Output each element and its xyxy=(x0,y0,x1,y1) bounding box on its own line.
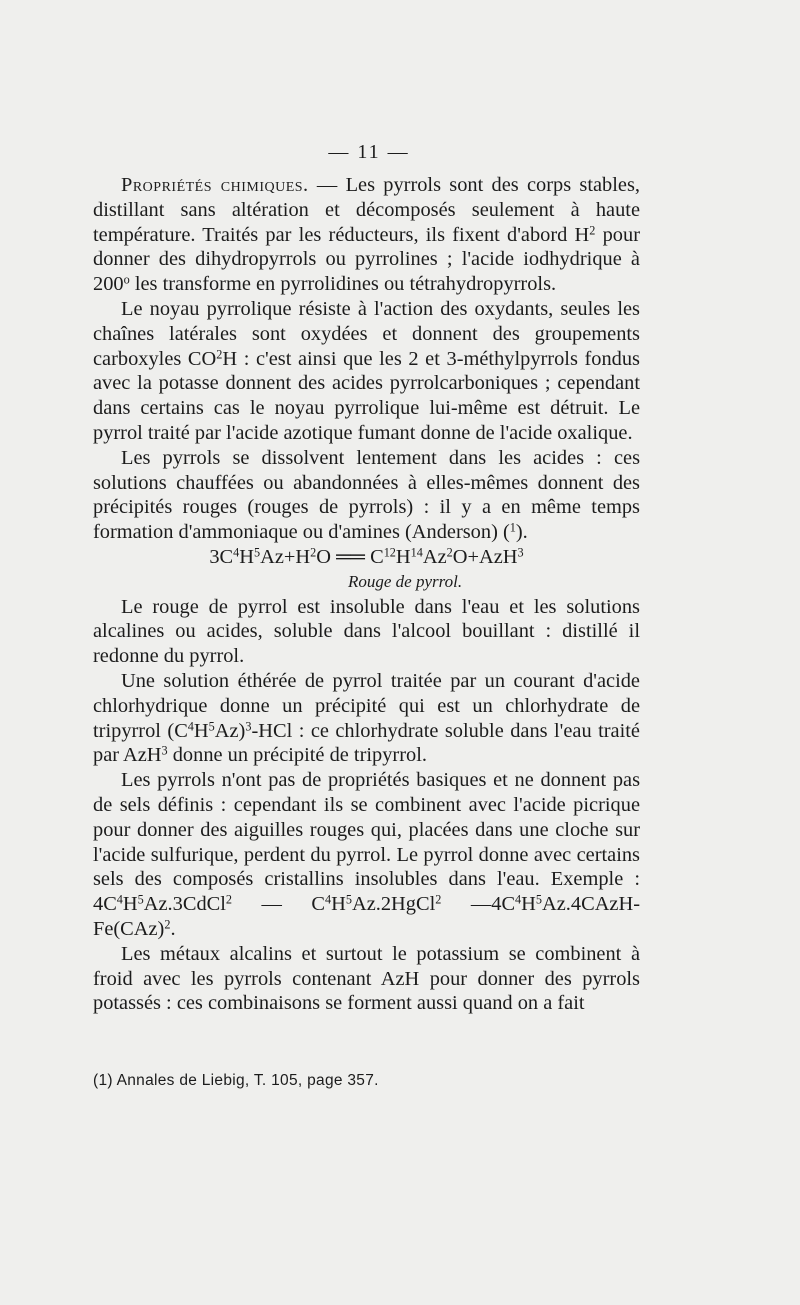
body-text xyxy=(93,173,640,1016)
page-number: — 11 — xyxy=(328,141,410,163)
paragraph-7: Les métaux alcalins et surtout le potassium se combinent à froid avec les pyrrols contenant AzH pour donner des pyrrols potassés : ces combinaisons se forment aussi quand on a fait xyxy=(93,942,640,1015)
paragraph-6: Les pyrrols n'ont pas de propriétés basiques et ne donnent pas de sels définis : cependant ils se combinent avec l'acide picrique pour donner des aiguilles rouges qui, placées dans une cloche sur l'acide sulfurique, perdent du pyrrol. Le pyrrol donne avec certains sels des composés cristallins insolubles dans l'eau. Exemple : $4C^4H^5Az.3CdCl^2$ — $C^4H^5Az.2HgCl^2$ $—4C^4H^5Az.4CAzH-Fe(CAz)^2$. xyxy=(93,769,640,940)
paragraph-1: Propriétés chimiques. — Les pyrrols sont des corps stables, distillant sans altération et décomposés seulement à haute température. Traités par les réducteurs, ils fixent d'abord $H^2$ pour donner des dihydropyrrols ou pyrrolines ; l'acide iodhydrique à 200$^o$ les transforme en pyrrolidines ou tétrahydropyrrols. xyxy=(93,174,640,296)
equation-caption: Rouge de pyrrol. xyxy=(348,571,463,591)
paragraph-2: Le noyau pyrrolique résiste à l'action des oxydants, seules les chaînes latérales sont oxydées et donnent des groupements carboxyles $CO^2H$ : c'est ainsi que les 2 et 3-méthylpyrrols fondus avec la potasse donnent des acides pyrrolcarboniques ; cependant dans certains cas le noyau pyrrolique lui-même est détruit. Le pyrrol traité par l'acide azotique fumant donne de l'acide oxalique. xyxy=(93,297,640,444)
chemical-equation: $3C^4H^5Az+H^2O$ ══ $C^{12}H^{14}Az^2O+AzH^3$ xyxy=(209,545,524,568)
paragraph-3: Les pyrrols se dissolvent lentement dans les acides : ces solutions chauffées ou abandonnées à elles-mêmes donnent des précipités rouges (rouges de pyrrols) : il y a en même temps formation d'ammoniaque ou d'amines (Anderson) ($^1$). xyxy=(93,446,640,544)
footnote: (1) Annales de Liebig, T. 105, page 357. xyxy=(93,1072,379,1089)
paragraph-4: Le rouge de pyrrol est insoluble dans l'eau et les solutions alcalines ou acides, soluble dans l'alcool bouillant : distillé il redonne du pyrrol. xyxy=(93,595,640,668)
section-heading: Propriétés chimiques. xyxy=(121,174,309,196)
paragraph-5: Une solution éthérée de pyrrol traitée par un courant d'acide chlorhydrique donne un précipité qui est un chlorhydrate de tripyrrol $(C^4H^5Az)^3$-HCl : ce chlorhydrate soluble dans l'eau traité par AzH$^3$ donne un précipité de tripyrrol. xyxy=(93,669,640,767)
